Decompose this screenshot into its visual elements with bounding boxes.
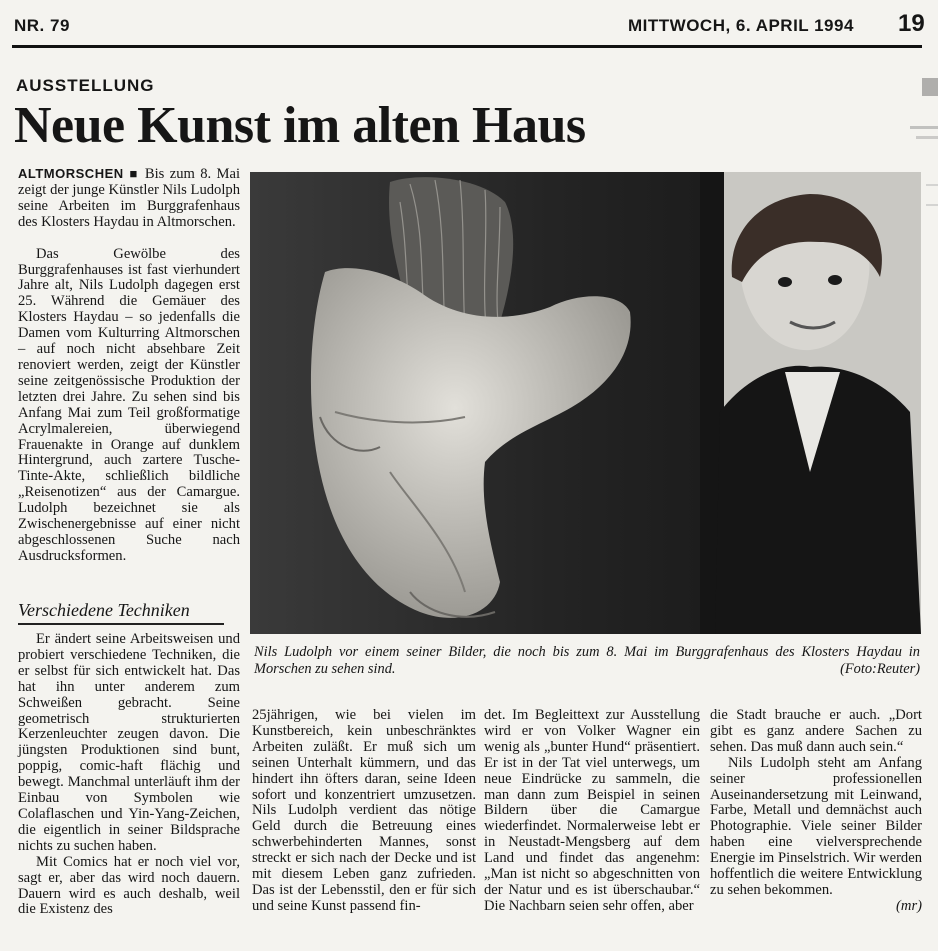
subheading <box>18 600 224 625</box>
paragraph-5: det. Im Begleittext zur Ausstellung wird er von Volker Wagner ein wenig als „bunter Hund“ präsentiert. Er ist in der Tat viel unterwegs, um neue Eindrücke zu sammeln, die man dann zum Beispiel in seinen Bildern über die Camargue wiederfindet. Normalerweise lebt er in Neustadt-Mengsberg auf dem Land und findet das angenehm: „Man ist nicht so abgeschnitten von der Natur und es ist überschaubar.“ Die Nachbarn seien sehr offen, aber <box>484 707 700 914</box>
paragraph-7: Nils Ludolph steht am Anfang seiner professionellen Auseinandersetzung mit Leinwand, Farbe, Metall und demnächst auch Photographie. Viele seiner Bilder haben eine vielversprechende Energie im Pinselstrich. Wir werden hoffentlich die weitere Entwicklung zu sehen bekommen. <box>710 754 922 898</box>
lead-paragraph <box>18 166 240 231</box>
article-column-3 <box>484 708 700 915</box>
caption-text: Nils Ludolph vor einem seiner Bilder, die noch bis zum 8. Mai im Burggrafenhaus des Klosters Haydau in Morschen zu sehen sind. <box>254 644 920 677</box>
masthead <box>0 0 938 50</box>
article-photo <box>250 172 921 634</box>
article-column-2 <box>252 708 476 915</box>
article-headline: Neue Kunst im alten Haus <box>14 97 586 154</box>
article-column-1-continued <box>18 632 240 918</box>
lead-text: Bis zum 8. Mai zeigt der junge Künstler Nils Ludolph seine Arbeiten im Burggrafenhaus des Klosters Haydau in Altmorschen. <box>18 166 241 230</box>
photo-credit: (Foto:Reuter) <box>840 661 920 677</box>
header-rule <box>12 45 922 48</box>
paragraph-6: die Stadt brauche er auch. „Dort gibt es ganz andere Sachen zu sehen. Das muß dann auch sein.“ <box>710 707 922 755</box>
article-kicker: AUSSTELLUNG <box>16 76 155 95</box>
article-column-1 <box>18 166 240 565</box>
paragraph-3: Mit Comics hat er noch viel vor, sagt er, aber das wird noch dauern. Dauern wird es auch deshalb, weil die Existenz des <box>18 853 240 918</box>
dateline: ALTMORSCHEN ■ <box>18 166 140 181</box>
paragraph-1: Das Gewölbe des Burggrafenhauses ist fast vierhundert Jahre alt, Nils Ludolph dagegen erst 25. Während die Gemäuer des Klosters Haydau – so jedenfalls die Damen vom Kulturring Altmorschen – auf noch nicht absehbare Zeit renoviert werden, zeigt der Künstler seine zeitgenössische Produktion der letzten drei Jahre. Zu sehen sind bis Anfang Mai zum Teil großformatige Acrylmalereien, überwiegend Frauenakte in Orange auf dunklem Hintergrund, auch zartere Tusche-Tinte-Akte, schließlich bildliche „Reisenotizen“ aus der Camargue. Ludolph bezeichnet sie als Zwischenergebnisse auf einer nicht abgeschlossenen Suche nach Ausdrucksformen. <box>18 245 240 564</box>
issue-number: NR. 79 <box>14 16 70 35</box>
author-byline: (mr) <box>896 897 922 914</box>
subheading-underline <box>18 623 224 625</box>
photo-caption <box>254 644 920 678</box>
paragraph-2: Er ändert seine Arbeitsweisen und probiert verschiedene Techniken, die er selbst für sich entwickelt hat. Das hat ihn unter anderem zum Schweißen gebracht. Seine geometrisch strukturierten Kerzenleuchter zeugen davon. Die jüngsten Produktionen sind bunt, poppig, comic-haft flächig und bewegt. Manchmal unterläuft ihm der Einbau von Symbolen wie Colaflaschen und Yin-Yang-Zeichen, die eigentlich in seiner Bildsprache nichts zu suchen haben. <box>18 631 240 854</box>
paragraph-4: 25jährigen, wie bei vielen im Kunstbereich, kein unbeschränktes Arbeiten zuläßt. Er muß sich um seinen Unterhalt kümmern, und das hindert ihn öfters daran, seine Ideen sofort und konzentriert umzusetzen. Nils Ludolph verdient das nötige Geld durch die Betreuung eines schwerbehinderten Mannes, sonst streckt er sich nach der Decke und ist mit diesem Leben ganz zufrieden. Das ist der Lebensstil, den er für sich und seine Kunst passend fin- <box>252 707 476 914</box>
page-number: 19 <box>898 10 925 37</box>
subheading-text: Verschiedene Techniken <box>18 600 190 620</box>
article-column-4 <box>710 708 922 915</box>
issue-date: MITTWOCH, 6. APRIL 1994 <box>628 16 854 35</box>
